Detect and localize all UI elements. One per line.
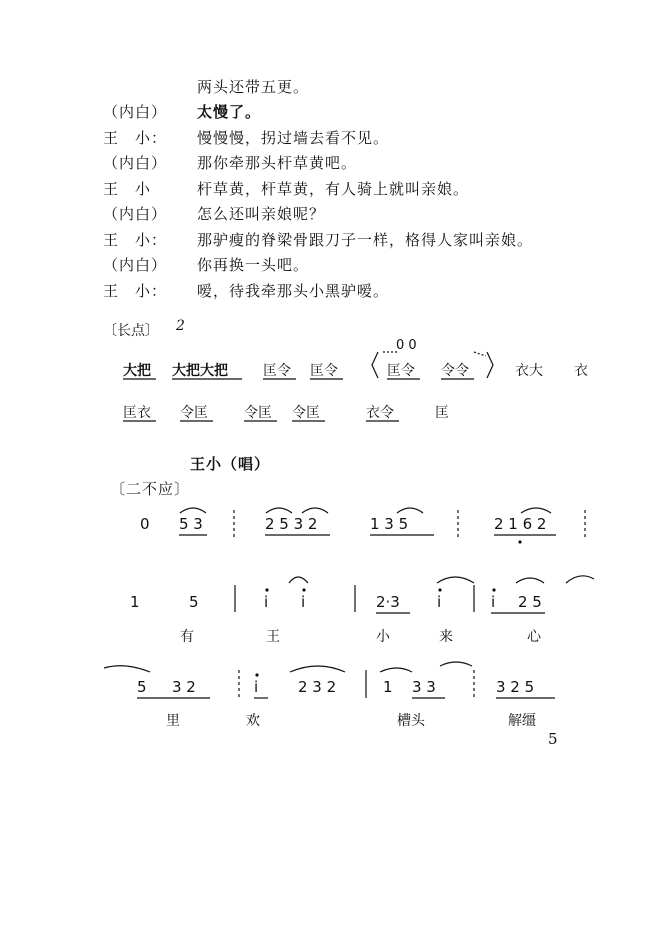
dialogue-line-2-text: 慢慢慢，拐过墙去看不见。	[197, 129, 390, 147]
dialogue-line-6-speaker: 王 小：	[103, 231, 168, 249]
notation-l2-7: 2 5	[518, 593, 542, 611]
dialogue-line-4-speaker: 王 小	[103, 180, 152, 198]
notation-l3-5: 3 3	[412, 678, 436, 696]
perc-r2-2: 令匡	[244, 405, 272, 421]
octave-dot	[265, 588, 268, 591]
lyric-l2-1: 王	[266, 629, 280, 645]
dialogue-line-1-speaker: （内白）	[103, 103, 168, 121]
notation-l2-4: 2·3	[376, 593, 400, 611]
perc-r1-2: 匡令	[263, 363, 291, 379]
perc-r1-1: 大把大把	[172, 363, 228, 379]
perc-r2-1: 令匡	[180, 405, 208, 421]
percussion-label: 〔长点〕	[103, 323, 159, 339]
lyric-l3-1: 欢	[246, 713, 260, 729]
perc-r1-6: 衣大	[515, 363, 543, 379]
lyric-l2-3: 来	[439, 629, 453, 645]
notation-l3-1: 3 2	[172, 678, 196, 696]
lyric-l2-0: 有	[180, 629, 194, 645]
slur	[521, 508, 551, 513]
octave-dot	[302, 588, 305, 591]
perc-r2-0: 匡衣	[123, 405, 151, 421]
lyric-l2-2: 小	[376, 629, 390, 645]
dialogue-line-6-text: 那驴瘦的脊梁骨跟刀子一样，格得人家叫亲娘。	[197, 231, 534, 249]
notation-l2-5: i	[437, 593, 442, 611]
octave-dot	[255, 673, 258, 676]
notation-l2-6: i	[491, 593, 496, 611]
dialogue-line-1-text: 太慢了。	[197, 103, 262, 121]
perc-r1-7: 衣	[574, 363, 588, 379]
dialogue-line-7-text: 你再换一头吧。	[197, 256, 310, 274]
slur	[302, 508, 328, 513]
notation-l3-6: 3 2 5	[496, 678, 535, 696]
octave-dot	[518, 540, 521, 543]
dialogue-line-8-speaker: 王 小：	[103, 282, 168, 300]
dialogue-line-5-speaker: （内白）	[103, 205, 168, 223]
perc-r2-4: 衣令	[366, 405, 394, 421]
notation-l2-3: i	[301, 593, 306, 611]
perc-r1-5: 令令	[441, 363, 469, 379]
slur	[380, 668, 412, 672]
slur	[104, 666, 150, 672]
notation-l1-4: 2 1 6 2	[494, 515, 547, 533]
slur	[397, 508, 423, 513]
lyric-l2-4: 心	[527, 629, 541, 645]
slur	[266, 508, 292, 513]
perc-r2-3: 令匡	[292, 405, 320, 421]
notation-l1-2: 2 5 3 2	[265, 515, 318, 533]
notation-l1-0: 0	[140, 515, 150, 533]
lyric-l3-3: 解缰	[508, 713, 536, 729]
notation-l3-4: 1	[383, 678, 393, 696]
slur	[290, 666, 345, 672]
bracket-left	[372, 352, 378, 378]
notation-l1-1: 5 3	[179, 515, 203, 533]
octave-dot	[438, 588, 441, 591]
slur	[437, 577, 474, 583]
dialogue-line-5-text: 怎么还叫亲娘呢？	[197, 205, 326, 223]
octave-dot	[492, 588, 495, 591]
perc-r1-4: 匡令	[387, 363, 415, 379]
perc-r1-0: 大把	[123, 363, 151, 379]
notation-l1-3: 1 3 5	[370, 515, 409, 533]
notation-l3-3: 2 3 2	[298, 678, 337, 696]
dialogue-line-3-text: 那你牵那头杆草黄吧。	[197, 154, 358, 172]
page-number: 5	[548, 730, 558, 748]
slur	[440, 662, 472, 666]
slur	[289, 577, 308, 583]
dialogue-line-8-text: 嗳，待我牵那头小黑驴嗳。	[197, 282, 390, 300]
perc-r1-3: 匡令	[310, 363, 338, 379]
notation-l3-0: 5	[137, 678, 147, 696]
singer-label: 王小（唱）	[190, 455, 271, 473]
bracket-right	[487, 352, 493, 378]
repeat-marks: 0 0	[396, 338, 417, 353]
notation-l2-0: 1	[130, 593, 140, 611]
percussion-mark: 2	[176, 318, 185, 334]
slur	[180, 508, 206, 513]
notation-l3-2: i	[254, 678, 259, 696]
lyric-l3-0: 里	[166, 713, 180, 729]
dialogue-line-7-speaker: （内白）	[103, 256, 168, 274]
dialogue-line-2-speaker: 王 小：	[103, 129, 168, 147]
lyric-l3-2: 槽头	[397, 713, 425, 729]
notation-l2-1: 5	[189, 593, 199, 611]
notation-l2-2: i	[264, 593, 269, 611]
dialogue-line-4-text: 杆草黄，杆草黄，有人骑上就叫亲娘。	[197, 180, 470, 198]
dialogue-line-3-speaker: （内白）	[103, 154, 168, 172]
bracket-dash	[383, 352, 486, 356]
perc-r2-5: 匡	[435, 405, 449, 421]
tune-label: 〔二不应〕	[110, 480, 191, 498]
slur	[566, 576, 594, 583]
slur	[516, 578, 544, 583]
dialogue-line-0-text: 两头还带五更。	[197, 78, 310, 96]
